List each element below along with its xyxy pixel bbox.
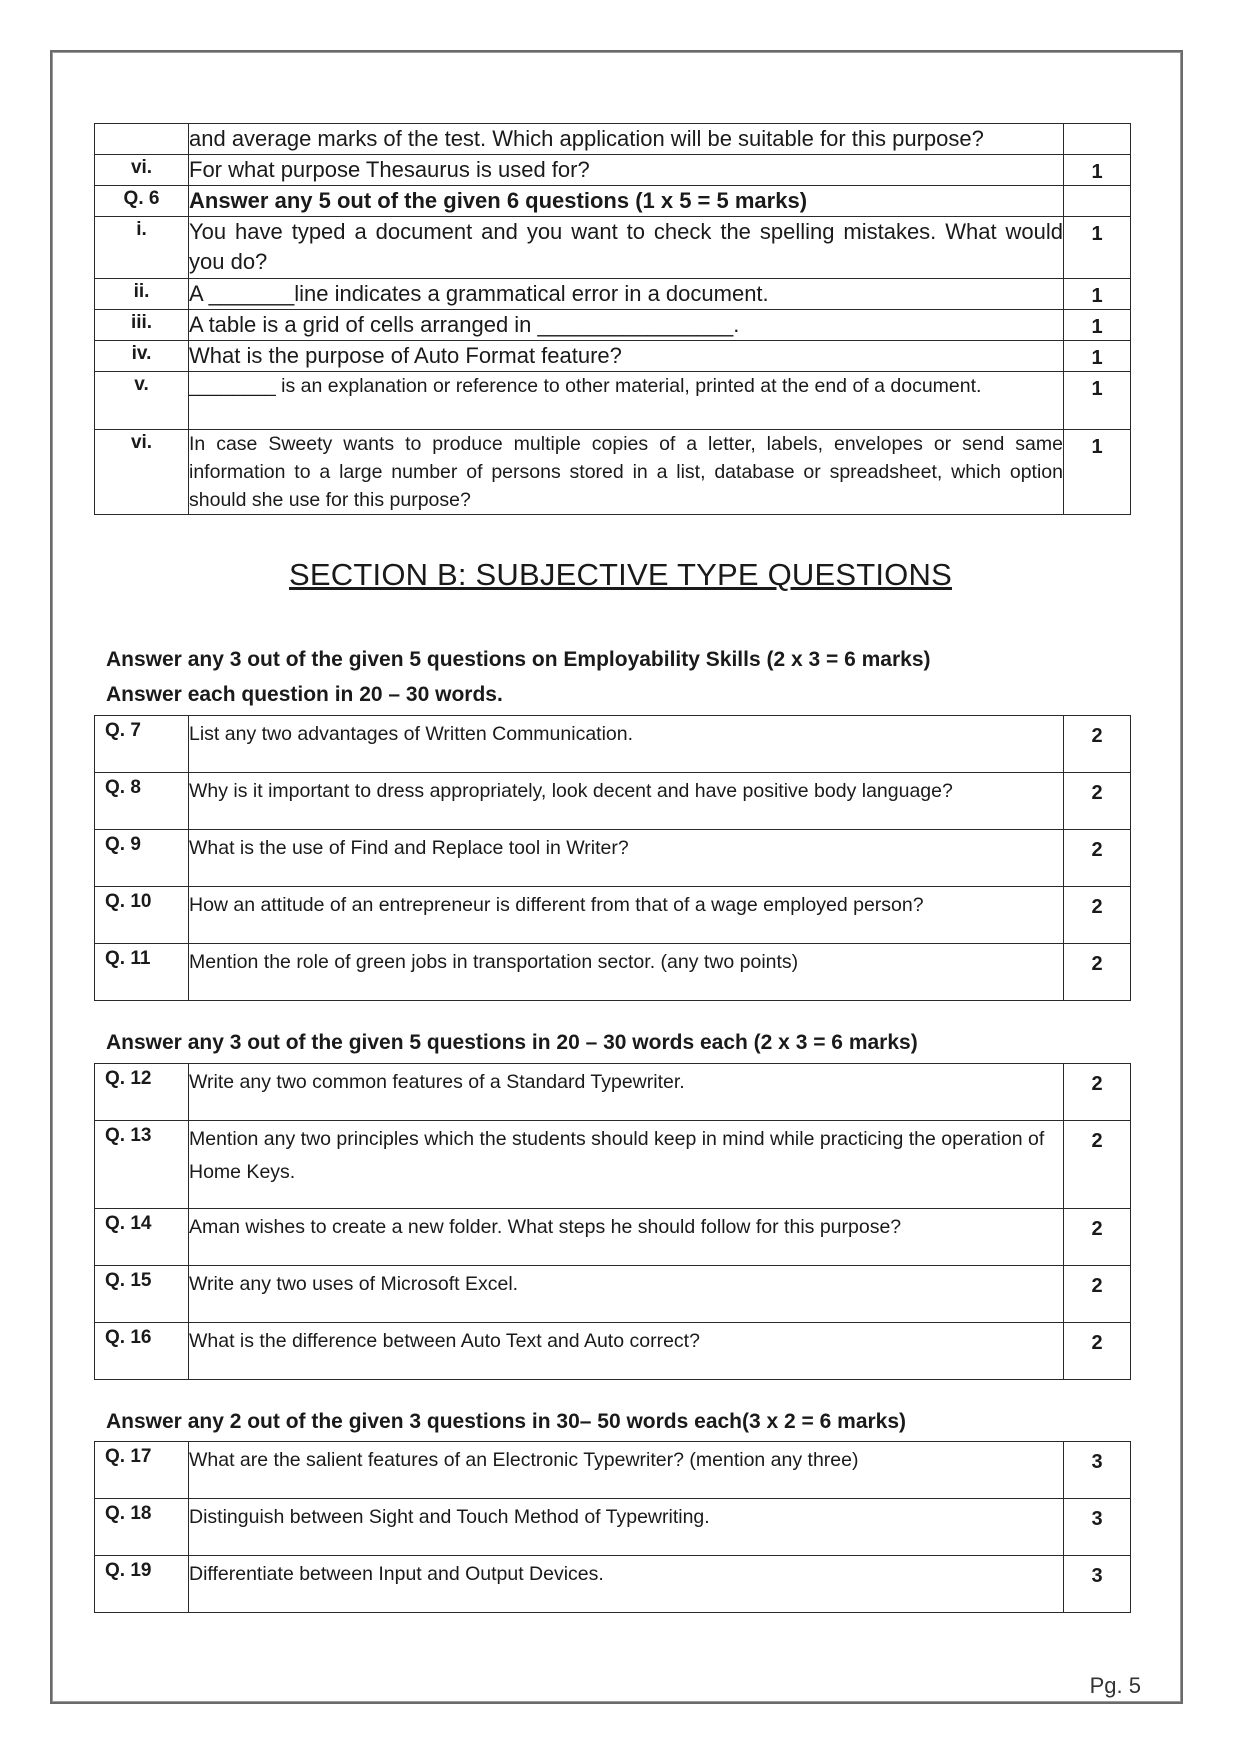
table-row: [95, 155, 1131, 186]
question-text: Distinguish between Sight and Touch Method of Typewriting.: [189, 1499, 1064, 1556]
question-marks: 1: [1064, 372, 1131, 430]
group1-instruction: Answer any 3 out of the given 5 questions on Employability Skills (2 x 3 = 6 marks): [106, 648, 931, 671]
question-marks: 2: [1064, 944, 1131, 1001]
page-number: Pg. 5: [1089, 1673, 1141, 1698]
question-number: ii.: [95, 279, 189, 310]
question-marks: 2: [1064, 830, 1131, 887]
question-text: ________ is an explanation or reference to other material, printed at the end of a document.: [189, 372, 1064, 430]
question-text: A _______line indicates a grammatical error in a document.: [189, 279, 1064, 310]
question-number: [95, 124, 189, 155]
question-number: vi.: [95, 155, 189, 186]
group2-table: [94, 1063, 1131, 1380]
group1-table: [94, 715, 1131, 1001]
question-marks: 3: [1064, 1556, 1131, 1613]
table-row: [95, 1266, 1131, 1323]
question-text: What is the use of Find and Replace tool in Writer?: [189, 830, 1064, 887]
table-row: [95, 1323, 1131, 1380]
question-marks: [1064, 186, 1131, 217]
question-marks: 3: [1064, 1499, 1131, 1556]
table-row: [95, 430, 1131, 515]
question-number: Q. 7: [95, 716, 189, 773]
question-number: vi.: [95, 430, 189, 515]
question-text: You have typed a document and you want to check the spelling mistakes. What would you do?: [189, 217, 1064, 279]
question-number: Q. 8: [95, 773, 189, 830]
section-a-table: [94, 123, 1131, 515]
table-row: [95, 1442, 1131, 1499]
table-row: [95, 944, 1131, 1001]
question-number: Q. 12: [95, 1064, 189, 1121]
table-row: [95, 186, 1131, 217]
question-marks: [1064, 124, 1131, 155]
table-row: [95, 372, 1131, 430]
question-text: How an attitude of an entrepreneur is different from that of a wage employed person?: [189, 887, 1064, 944]
question-text: Mention any two principles which the students should keep in mind while practicing the operation of Home Keys.: [189, 1121, 1064, 1209]
table-row: [95, 716, 1131, 773]
question-marks: 1: [1064, 155, 1131, 186]
question-number: iv.: [95, 341, 189, 372]
question-text: What is the purpose of Auto Format feature?: [189, 341, 1064, 372]
question-number: Q. 19: [95, 1556, 189, 1613]
group3-table: [94, 1441, 1131, 1613]
question-number: Q. 11: [95, 944, 189, 1001]
question-text: A table is a grid of cells arranged in ________________.: [189, 310, 1064, 341]
table-row: [95, 1499, 1131, 1556]
question-number: Q. 15: [95, 1266, 189, 1323]
question-text: For what purpose Thesaurus is used for?: [189, 155, 1064, 186]
question-number: v.: [95, 372, 189, 430]
question-text: Why is it important to dress appropriately, look decent and have positive body language?: [189, 773, 1064, 830]
question-number: Q. 6: [95, 186, 189, 217]
question-number: Q. 18: [95, 1499, 189, 1556]
table-row: [95, 310, 1131, 341]
question-text: List any two advantages of Written Communication.: [189, 716, 1064, 773]
question-text: Mention the role of green jobs in transportation sector. (any two points): [189, 944, 1064, 1001]
question-marks: 1: [1064, 310, 1131, 341]
group1-instruction-words: Answer each question in 20 – 30 words.: [106, 683, 503, 706]
table-row: [95, 773, 1131, 830]
question-marks: 2: [1064, 887, 1131, 944]
table-row: [95, 279, 1131, 310]
question-text: and average marks of the test. Which application will be suitable for this purpose?: [189, 124, 1064, 155]
question-number: Q. 9: [95, 830, 189, 887]
question-marks: 1: [1064, 430, 1131, 515]
question-number: Q. 10: [95, 887, 189, 944]
question-marks: 2: [1064, 773, 1131, 830]
group3-instruction: Answer any 2 out of the given 3 questions in 30– 50 words each(3 x 2 = 6 marks): [106, 1410, 907, 1433]
question-marks: 1: [1064, 279, 1131, 310]
table-row: [95, 124, 1131, 155]
question-text: What is the difference between Auto Text and Auto correct?: [189, 1323, 1064, 1380]
question-text: Aman wishes to create a new folder. What steps he should follow for this purpose?: [189, 1209, 1064, 1266]
question-number: Q. 14: [95, 1209, 189, 1266]
question-marks: 2: [1064, 1323, 1131, 1380]
question-marks: 2: [1064, 1064, 1131, 1121]
question-number: i.: [95, 217, 189, 279]
table-row: [95, 217, 1131, 279]
question-marks: 2: [1064, 1266, 1131, 1323]
question-number: Q. 13: [95, 1121, 189, 1209]
table-row: [95, 341, 1131, 372]
table-row: [95, 1121, 1131, 1209]
group2-instruction: Answer any 3 out of the given 5 questions in 20 – 30 words each (2 x 3 = 6 marks): [106, 1031, 918, 1054]
question-marks: 2: [1064, 1121, 1131, 1209]
question-text: What are the salient features of an Electronic Typewriter? (mention any three): [189, 1442, 1064, 1499]
question-marks: 2: [1064, 1209, 1131, 1266]
question-text: Write any two common features of a Standard Typewriter.: [189, 1064, 1064, 1121]
question-marks: 1: [1064, 341, 1131, 372]
table-row: [95, 830, 1131, 887]
question-text: In case Sweety wants to produce multiple copies of a letter, labels, envelopes or send same information to a large number of persons stored in a list, database or spreadsheet, which option should she use for this purpose?: [189, 430, 1064, 515]
table-row: [95, 887, 1131, 944]
question-text: Differentiate between Input and Output Devices.: [189, 1556, 1064, 1613]
table-row: [95, 1209, 1131, 1266]
question-marks: 3: [1064, 1442, 1131, 1499]
question-marks: 2: [1064, 716, 1131, 773]
question-number: iii.: [95, 310, 189, 341]
question-text: Write any two uses of Microsoft Excel.: [189, 1266, 1064, 1323]
table-row: [95, 1556, 1131, 1613]
question-heading: Answer any 5 out of the given 6 questions (1 x 5 = 5 marks): [189, 186, 1064, 217]
question-marks: 1: [1064, 217, 1131, 279]
section-title: SECTION B: SUBJECTIVE TYPE QUESTIONS: [289, 557, 952, 592]
question-number: Q. 17: [95, 1442, 189, 1499]
question-number: Q. 16: [95, 1323, 189, 1380]
table-row: [95, 1064, 1131, 1121]
